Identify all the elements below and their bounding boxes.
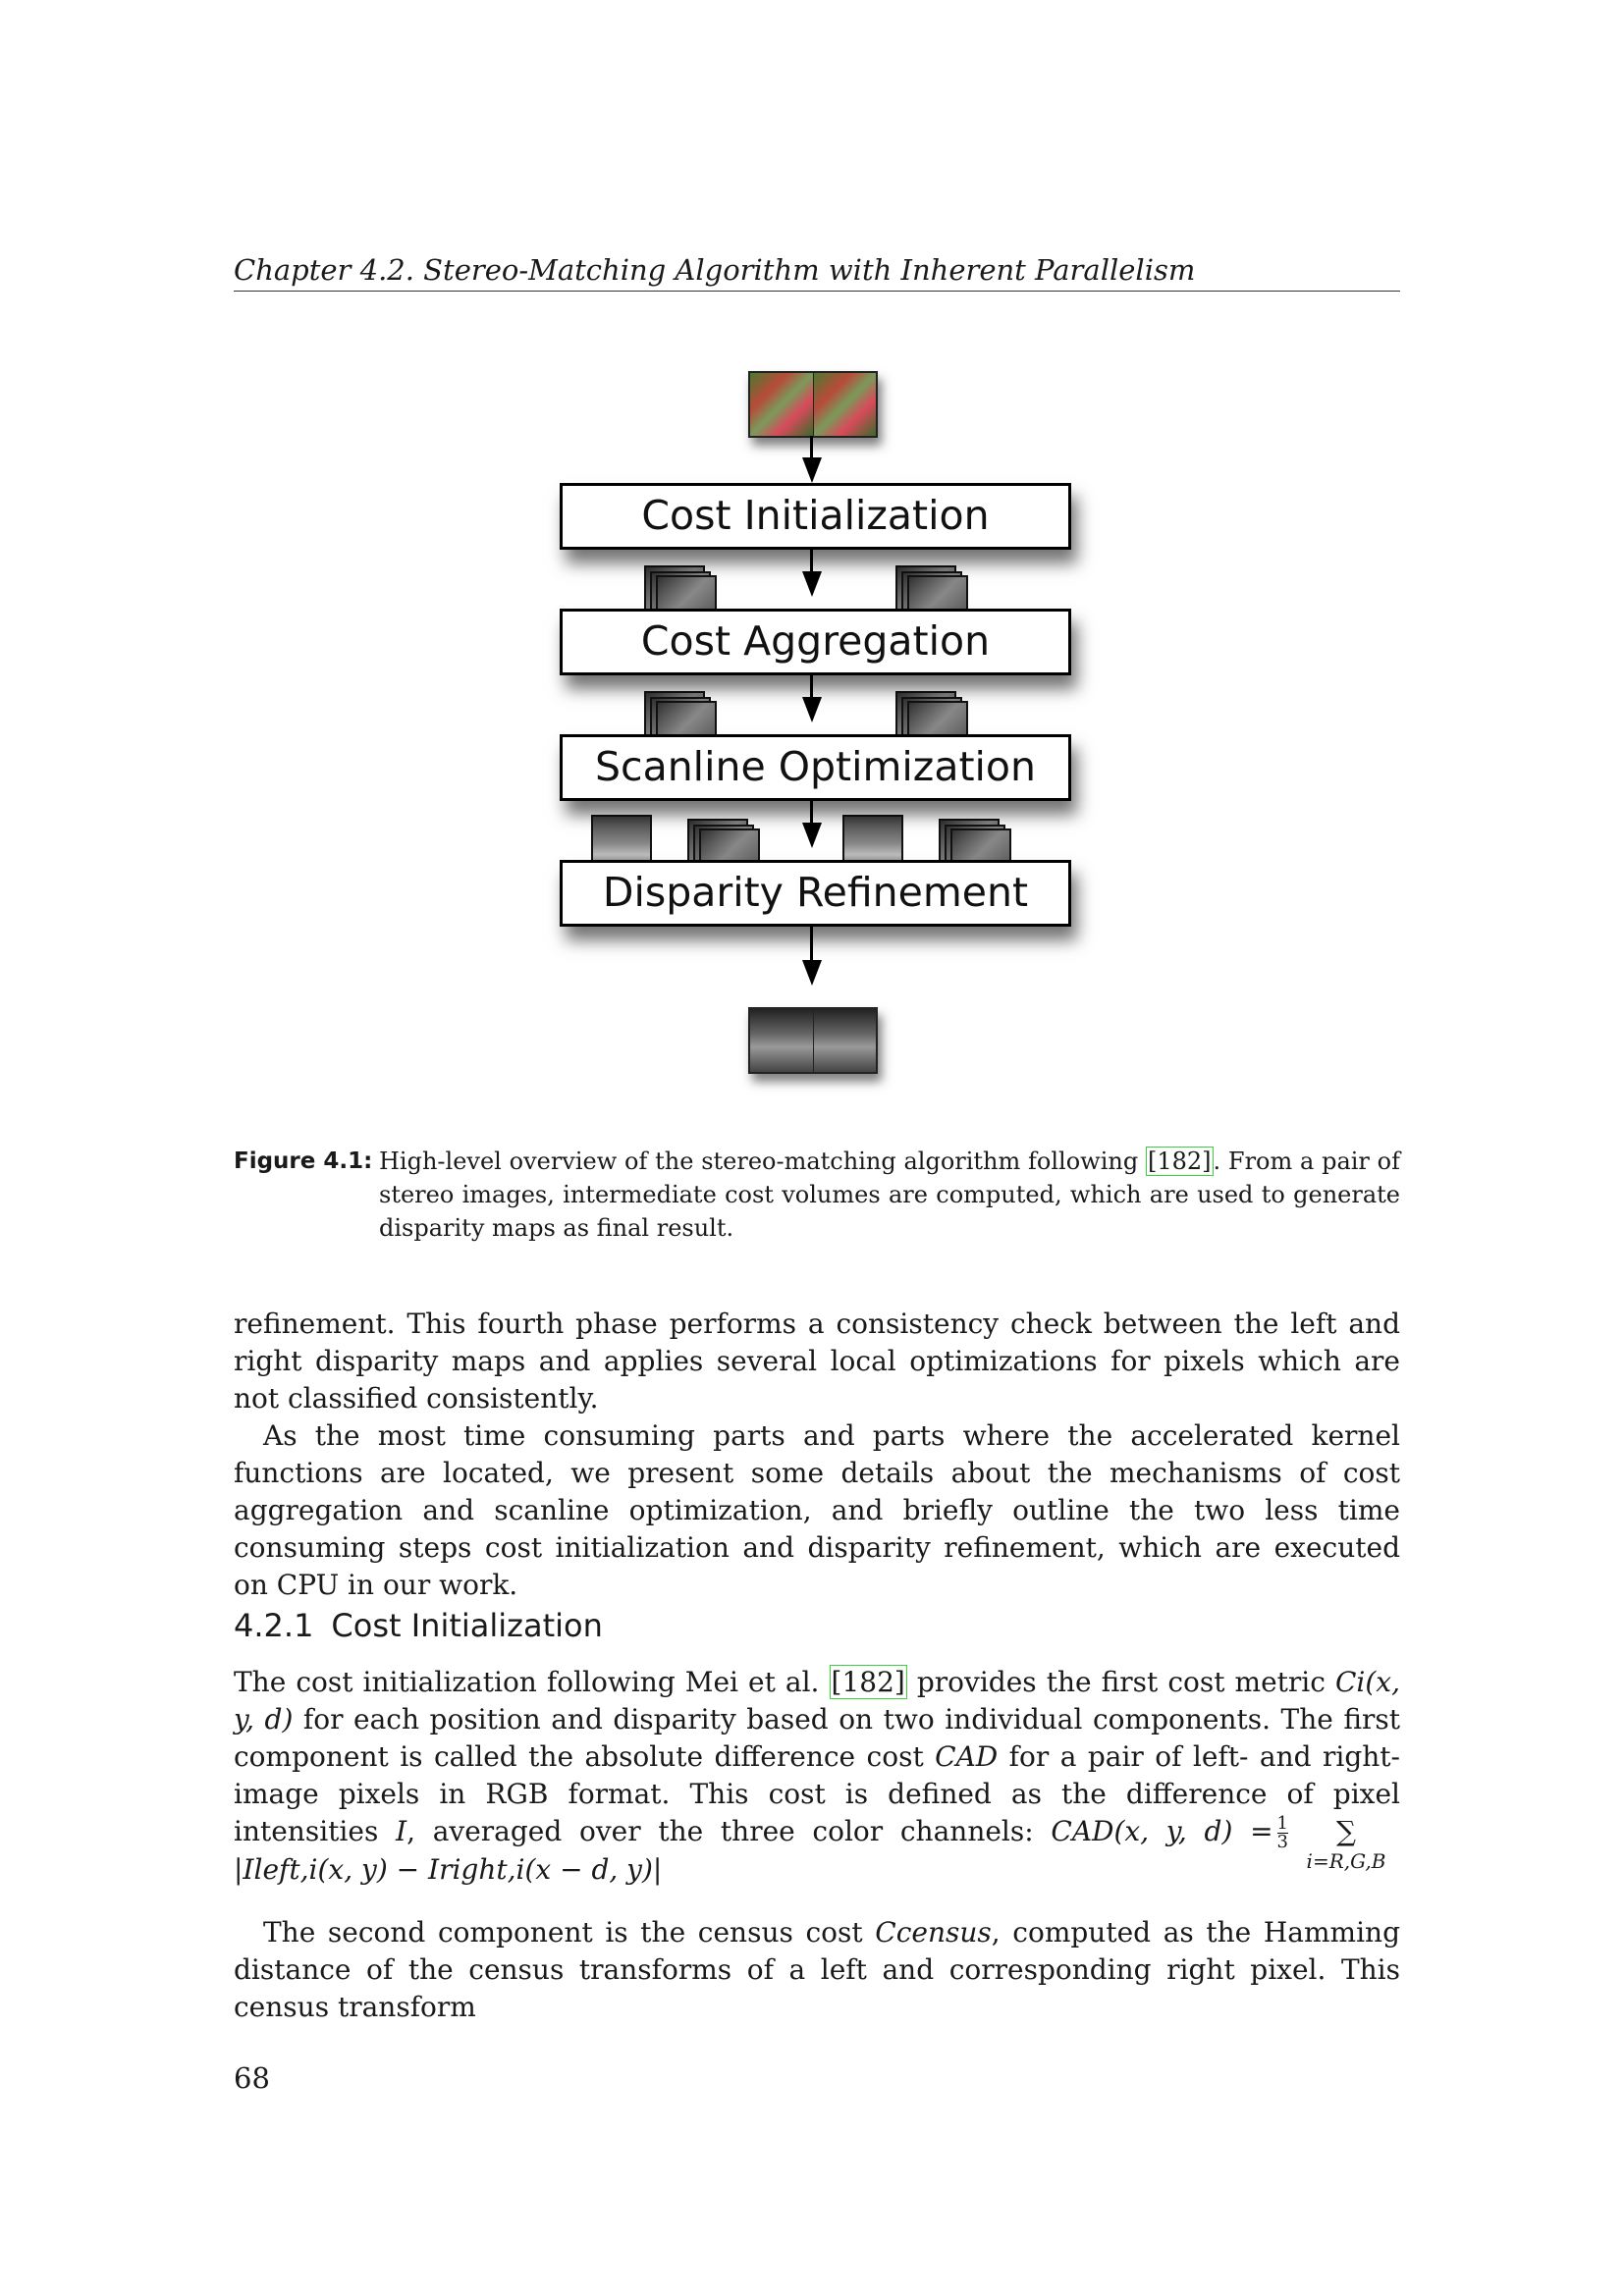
- right-input-image: [814, 373, 877, 436]
- citation-link[interactable]: [182]: [1147, 1148, 1212, 1175]
- paragraph: The second component is the census cost Ccensus, computed as the Hamming distance of the census transforms of a left and corresponding right pixel. This census transform: [234, 1916, 1400, 2023]
- arrow-head: [802, 960, 822, 986]
- section-body: [234, 1664, 1400, 2026]
- arrow-head: [802, 457, 822, 483]
- arrow-head: [802, 697, 822, 722]
- aggregated-volume-left: [644, 691, 713, 740]
- formula-lhs: CAD(x, y, d) =: [1051, 1815, 1273, 1847]
- page-number: 68: [234, 2061, 270, 2095]
- output-disparity-maps: [748, 1007, 878, 1074]
- fraction: $\frac{1}{3}$: [1276, 1813, 1288, 1852]
- paragraph: As the most time consuming parts and parts where the accelerated kernel functions are located, we present some details about the mechanisms of cost aggregation and scanline optimization, and briefly outline the two less time consuming steps cost initialization and disparity refinement, which are executed on CPU in our work.: [234, 1419, 1400, 1601]
- stage-scanline-optimization: Scanline Optimization: [560, 734, 1071, 801]
- formula-rhs: |Ileft,i(x, y) − Iright,i(x − d, y)|: [234, 1853, 663, 1886]
- left-disparity-output: [750, 1009, 814, 1072]
- right-disparity-output: [814, 1009, 877, 1072]
- section-title: Cost Initialization: [331, 1607, 603, 1644]
- citation-link[interactable]: [182]: [831, 1666, 905, 1698]
- section-heading: [234, 1607, 603, 1644]
- figure-caption-text: High-level overview of the stereo-matching algorithm following [182]. From a pair of stereo images, intermediate cost volumes are computed, which are used to generate disparity maps as final result.: [379, 1148, 1401, 1242]
- running-header: Chapter 4.2. Stereo-Matching Algorithm with Inherent Parallelism: [234, 253, 1400, 292]
- cost-volume-left: [644, 565, 713, 614]
- paragraph: refinement. This fourth phase performs a consistency check between the left and right disparity maps and applies several local optimizations for pixels which are not classified consistently.: [234, 1308, 1400, 1415]
- figure-caption: [234, 1145, 1400, 1245]
- algorithm-diagram: [550, 371, 1080, 1078]
- stage-cost-initialization: Cost Initialization: [560, 483, 1071, 550]
- figure-label: Figure 4.1:: [234, 1148, 373, 1174]
- stage-disparity-refinement: Disparity Refinement: [560, 860, 1071, 927]
- input-stereo-images: [748, 371, 878, 438]
- paragraph: The cost initialization following Mei et al. [182] provides the first cost metric Ci(x, y, d) for each position and disparity based on two individual components. The first component is called the absolute difference cost CAD for a pair of left- and right-image pixels in RGB format. This cost is defined as the difference of pixel intensities I, averaged over the three color channels: CAD(x, y, d) = $\frac{1}{3}$ ∑ i=R,G,B |Ileft,i(x, y) − Iright,i(x − d, y)|: [234, 1666, 1401, 1886]
- aggregated-volume-right: [895, 691, 964, 740]
- body-paragraphs: [234, 1306, 1400, 1604]
- cost-volume-right: [895, 565, 964, 614]
- arrow-head: [802, 571, 822, 597]
- arrow-head: [802, 823, 822, 848]
- left-input-image: [750, 373, 814, 436]
- section-number: 4.2.1: [234, 1607, 314, 1644]
- sum-operator: ∑ i=R,G,B: [1306, 1815, 1386, 1873]
- stage-cost-aggregation: Cost Aggregation: [560, 609, 1071, 675]
